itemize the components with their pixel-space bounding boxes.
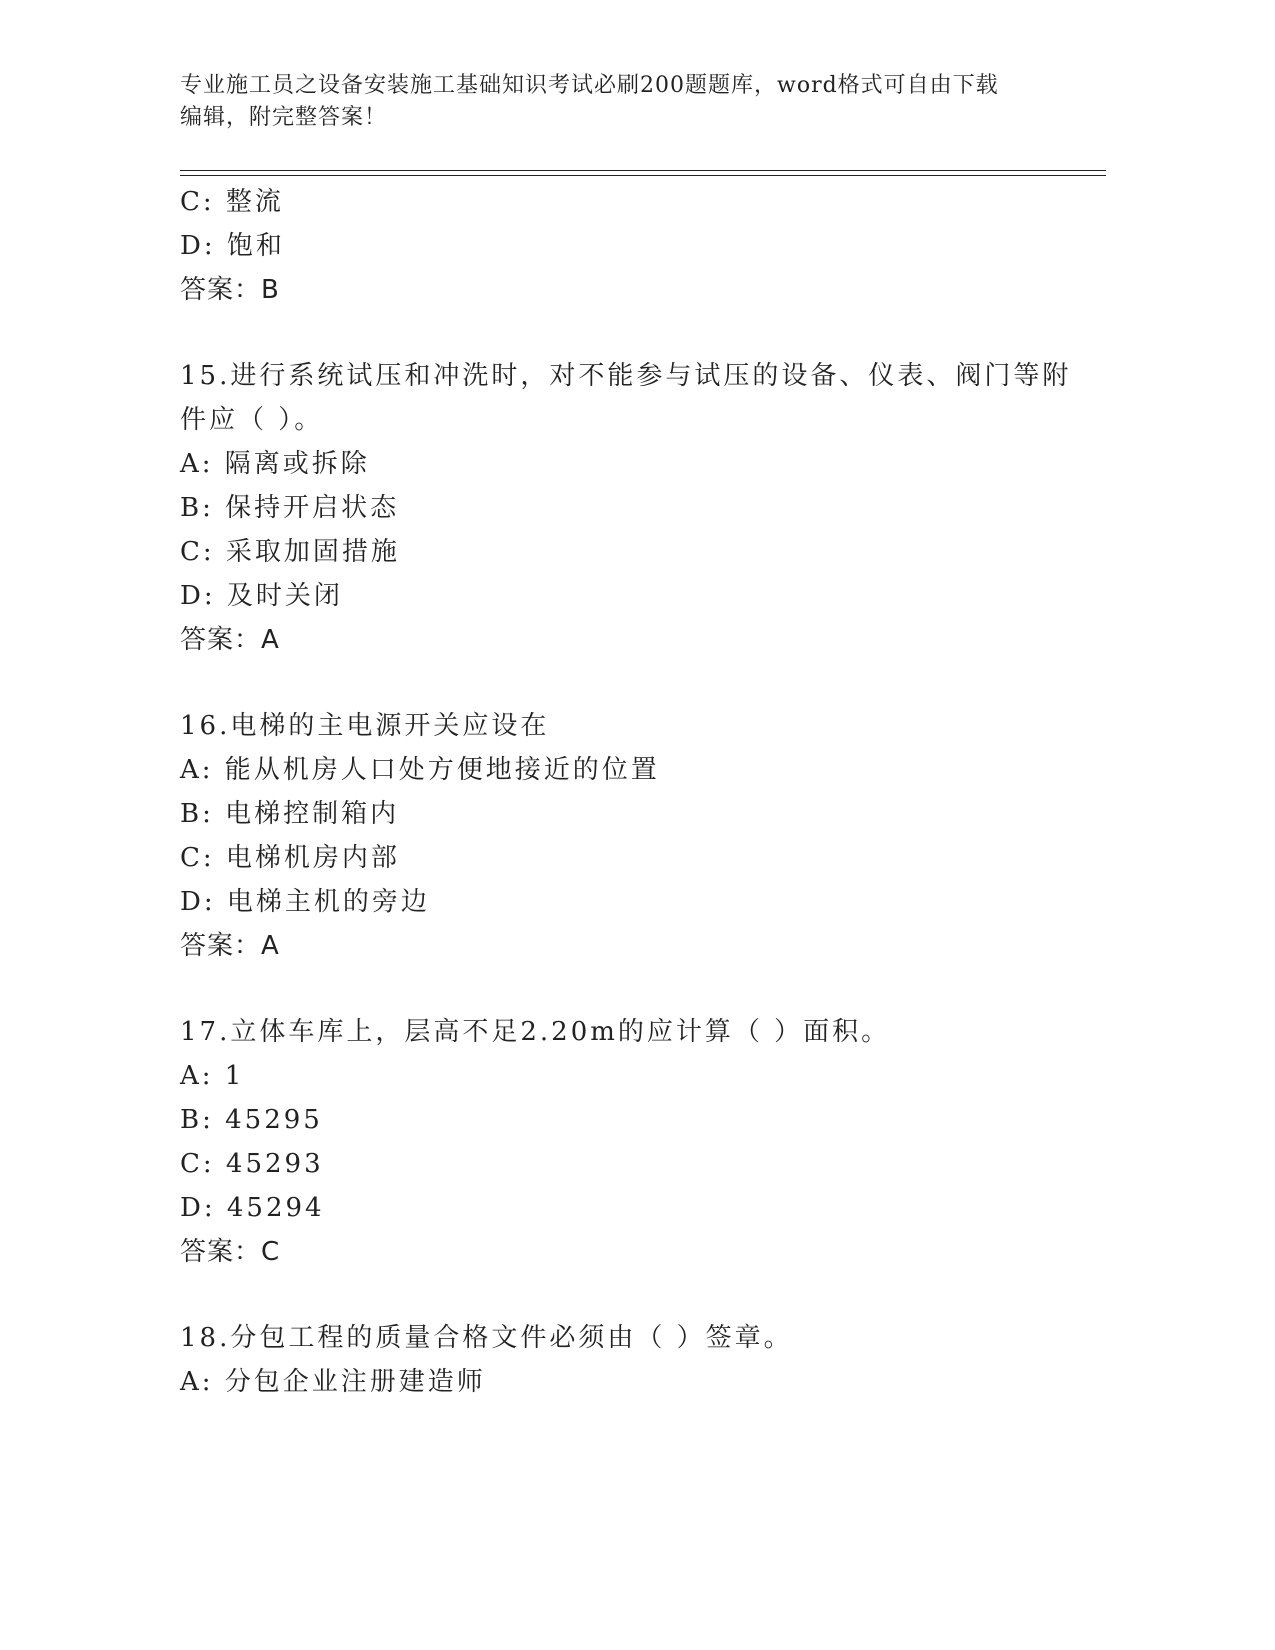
option-b: B: 电梯控制箱内 [180, 799, 400, 829]
option-c: C: 整流 [180, 187, 284, 217]
option-b: B: 45295 [180, 1105, 323, 1135]
answer-label: 答案：A [180, 931, 280, 961]
spacer [180, 312, 1080, 354]
option-a: A: 能从机房人口处方便地接近的位置 [180, 755, 660, 785]
option-d: D: 饱和 [180, 231, 285, 261]
question-list [180, 180, 1080, 1404]
question-18 [180, 1316, 1080, 1404]
header-rule-top [180, 170, 1106, 171]
question-text: 15.进行系统试压和冲洗时，对不能参与试压的设备、仪表、阀门等附 [180, 361, 1072, 391]
spacer [180, 968, 1080, 1010]
answer-label: 答案：C [180, 1237, 281, 1267]
header-title-line-2: 编辑，附完整答案！ [180, 105, 388, 130]
option-a: A: 隔离或拆除 [180, 449, 370, 479]
question-text: 16.电梯的主电源开关应设在 [180, 711, 550, 741]
question-text-continued: 件应（ ）。 [180, 405, 324, 435]
option-a: A: 分包企业注册建造师 [180, 1367, 486, 1397]
option-b: B: 保持开启状态 [180, 493, 400, 523]
question-17 [180, 1010, 1080, 1274]
question-text: 17.立体车库上，层高不足2.20m的应计算（ ）面积。 [180, 1017, 891, 1047]
option-a: A: 1 [180, 1061, 245, 1091]
option-c: C: 采取加固措施 [180, 537, 400, 567]
header-rule-bottom [180, 175, 1106, 176]
option-c: C: 电梯机房内部 [180, 843, 400, 873]
option-d: D: 电梯主机的旁边 [180, 887, 430, 917]
question-14-tail [180, 180, 1080, 312]
answer-label: 答案：B [180, 275, 280, 305]
spacer [180, 662, 1080, 704]
option-d: D: 45294 [180, 1193, 325, 1223]
question-16 [180, 704, 1080, 968]
option-c: C: 45293 [180, 1149, 324, 1179]
question-15 [180, 354, 1080, 662]
question-text: 18.分包工程的质量合格文件必须由（ ）签章。 [180, 1323, 793, 1353]
answer-label: 答案：A [180, 625, 280, 655]
option-d: D: 及时关闭 [180, 581, 343, 611]
spacer [180, 1274, 1080, 1316]
document-header [180, 70, 1060, 134]
header-title-line-1: 专业施工员之设备安装施工基础知识考试必刷200题题库，word格式可自由下载 [180, 73, 999, 98]
